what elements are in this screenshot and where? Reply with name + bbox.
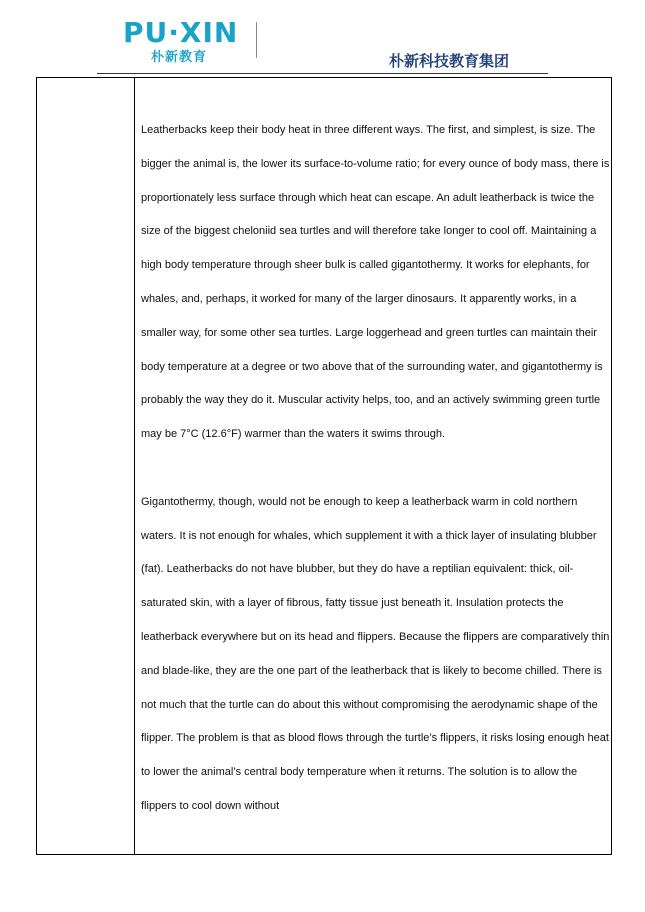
header-rule [97, 73, 548, 74]
logo-subtitle: 朴新教育 [151, 50, 208, 65]
logo-wordmark: PU·XIN [123, 16, 239, 49]
company-name: 朴新科技教育集团 [389, 52, 510, 70]
paragraph-gap [141, 452, 611, 486]
paragraph-1: Leatherbacks keep their body heat in three different ways. The first, and simplest, is size. The bigger the animal is, the lower its surface-to-volume ratio; for every ounce of body mass, there is proportionately less surface through which heat can escape. An adult leatherback is twice the size of the biggest cheloniid sea turtles and will therefore take longer to cool off. Maintaining a high body temperature through sheer bulk is called gigantothermy. It works for elephants, for whales, and, perhaps, it worked for many of the larger dinosaurs. It apparently works, in a smaller way, for some other sea turtles. Large loggerhead and green turtles can maintain their body temperature at a degree or two above that of the surrounding water, and gigantothermy is probably the way they do it. Muscular activity helps, too, and an actively swimming green turtle may be 7°C (12.6°F) warmer than the waters it swims through. [141, 124, 610, 441]
paragraph-2: Gigantothermy, though, would not be enough to keep a leatherback warm in cold northern waters. It is not enough for whales, which supplement it with a thick layer of insulating blubber (fat). Leatherbacks do not have blubber, but they do have a reptilian equivalent: thick, oil-saturated skin, with a layer of fibrous, fatty tissue just beneath it. Insulation protects the leatherback everywhere but on its head and flippers. Because the flippers are comparatively thin and blade-like, they are the one part of the leatherback that is likely to become chilled. There is not much that the turtle can do about this without compromising the aerodynamic shape of the flipper. The problem is that as blood flows through the turtle’s flippers, it risks losing enough heat to lower the animal’s central body temperature when it returns. The solution is to allow the flippers to cool down without [141, 495, 610, 812]
content-table [36, 77, 612, 855]
logo-divider [256, 22, 257, 58]
puxin-logo [123, 16, 273, 65]
column-divider [134, 78, 135, 854]
passage-text [141, 114, 611, 824]
